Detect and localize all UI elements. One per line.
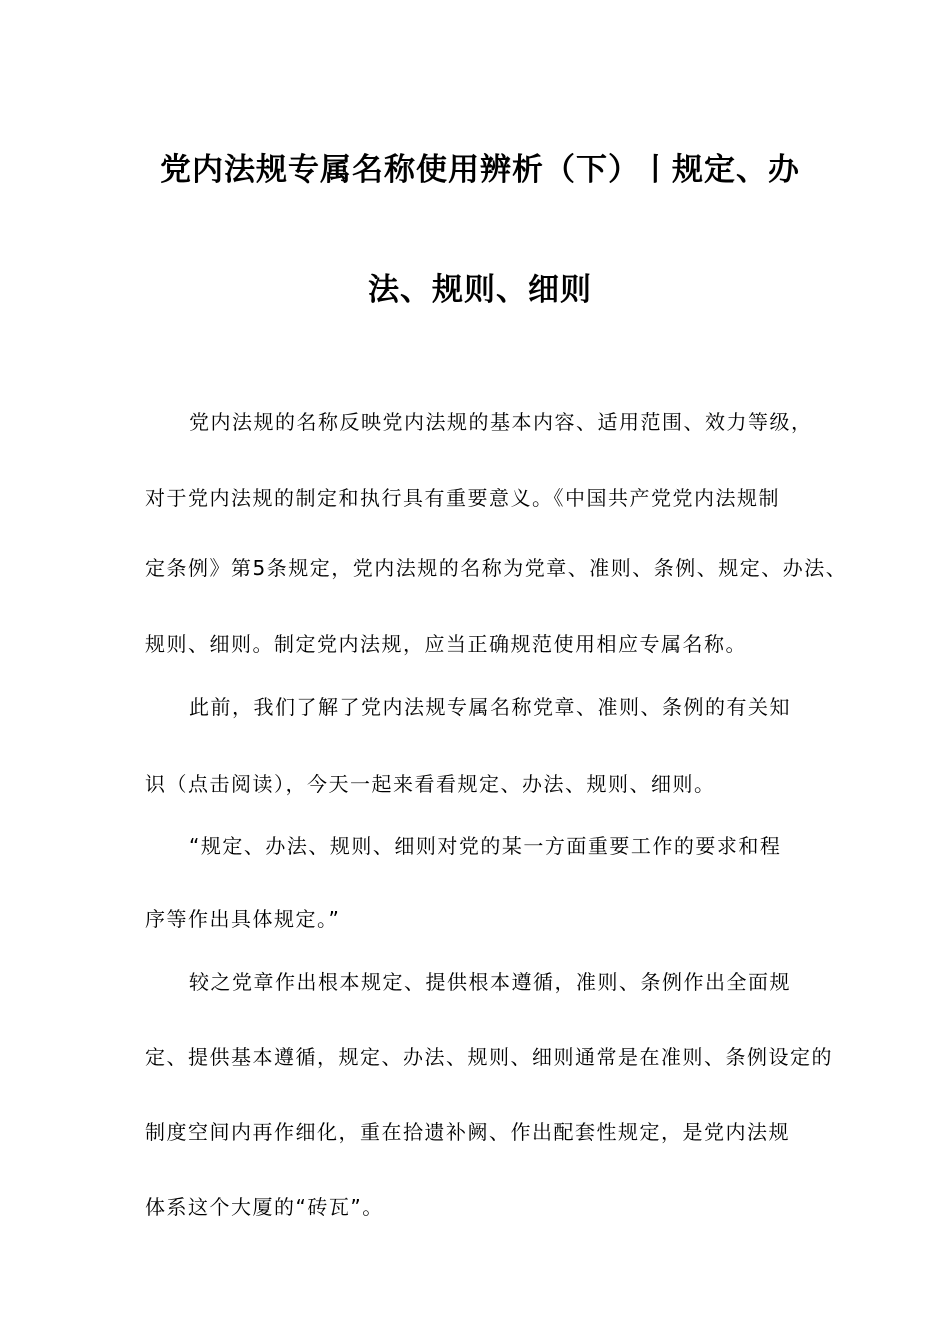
paragraph-3-line-2: 序等作出具体规定。” bbox=[145, 907, 341, 931]
document-title-line-2: 法、规则、细则 bbox=[368, 272, 592, 308]
paragraph-1-line-1: 党内法规的名称反映党内法规的基本内容、适用范围、效力等级， bbox=[189, 410, 813, 434]
paragraph-1-line-4: 规则、细则。制定党内法规，应当正确规范使用相应专属名称。 bbox=[145, 632, 747, 656]
paragraph-4-line-1: 较之党章作出根本规定、提供根本遵循，准则、条例作出全面规 bbox=[189, 970, 791, 994]
paragraph-2-line-2: 识（点击阅读），今天一起来看看规定、办法、规则、细则。 bbox=[145, 772, 716, 796]
document-title-line-1: 党内法规专属名称使用辨析（下）丨规定、办 bbox=[160, 152, 800, 188]
paragraph-1-line-2: 对于党内法规的制定和执行具有重要意义。《中国共产党党内法规制 bbox=[145, 486, 780, 510]
paragraph-4-line-3: 制度空间内再作细化，重在拾遗补阙、作出配套性规定，是党内法规 bbox=[145, 1120, 790, 1144]
paragraph-3-line-1: “规定、办法、规则、细则对党的某一方面重要工作的要求和程 bbox=[189, 834, 782, 858]
paragraph-4-line-2: 定、提供基本遵循，规定、办法、规则、细则通常是在准则、条例设定的 bbox=[145, 1045, 833, 1069]
paragraph-2-line-1: 此前，我们了解了党内法规专属名称党章、准则、条例的有关知 bbox=[189, 695, 791, 719]
paragraph-4-line-4: 体系这个大厦的“砖瓦”。 bbox=[145, 1195, 384, 1219]
paragraph-1-line-3: 定条例》第5条规定，党内法规的名称为党章、准则、条例、规定、办法、 bbox=[145, 556, 848, 580]
